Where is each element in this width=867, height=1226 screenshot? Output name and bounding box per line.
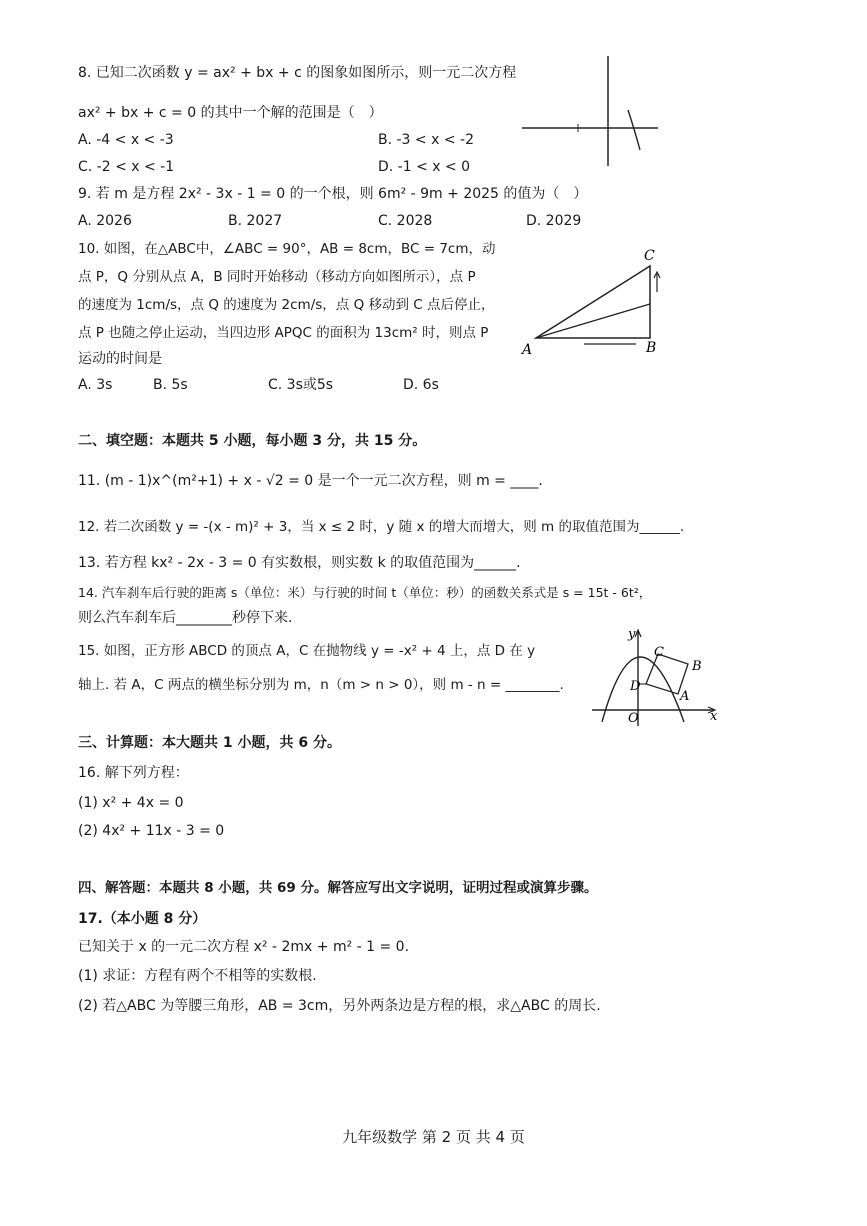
q16-part1: (1) x² + 4x = 0 [78,795,184,811]
q12-text: 12. 若二次函数 y = -(x - m)² + 3，当 x ≤ 2 时，y 随 x 的增大而增大，则 m 的取值范围为______. [78,519,685,535]
q15-square-parabola-figure [588,622,723,730]
q9-stem: 9. 若 m 是方程 2x² - 3x - 1 = 0 的一个根，则 6m² - 9m + 2025 的值为（ ） [78,186,588,202]
q15-label-y: y [628,627,636,642]
section3-heading: 三、计算题：本大题共 1 小题，共 6 分。 [78,735,341,751]
q15-label-c: C [654,645,664,660]
q10-stem-line5: 运动的时间是 [78,351,162,367]
q17-title: 17.（本小题 8 分） [78,911,207,927]
q16-title: 16. 解下列方程： [78,765,189,781]
page-footer: 九年级数学 第 2 页 共 4 页 [342,1128,525,1146]
q14-line2: 则么汽车刹车后________秒停下来. [78,610,293,626]
q10-label-b: B [646,340,657,356]
q8-stem-line1: 8. 已知二次函数 y = ax² + bx + c 的图象如图所示，则一元二次方程 [78,65,517,81]
q11-text: 11. (m - 1)x^(m²+1) + x - √2 = 0 是一个一元二次方程，则 m = ____. [78,473,543,489]
q13-text: 13. 若方程 kx² - 2x - 3 = 0 有实数根，则实数 k 的取值范围为______. [78,555,521,571]
q10-option-b: B. 5s [153,377,188,393]
q8-option-c: C. -2 < x < -1 [78,159,175,175]
q10-label-c: C [644,248,655,264]
q10-option-a: A. 3s [78,377,113,393]
q15-label-o: O [628,711,639,726]
q10-stem-line3: 的速度为 1cm/s，点 Q 的速度为 2cm/s，点 Q 移动到 C 点后停止， [78,297,495,313]
q14-line1: 14. 汽车刹车后行驶的距离 s（单位：米）与行驶的时间 t（单位：秒）的函数关系式是 s = 15t - 6t²， [78,585,652,600]
q8-stem-line2: ax² + bx + c = 0 的其中一个解的范围是（ ） [78,105,383,121]
q15-label-x: x [710,709,718,724]
q16-part2: (2) 4x² + 11x - 3 = 0 [78,823,225,839]
q17-stem: 已知关于 x 的一元二次方程 x² - 2mx + m² - 1 = 0. [78,939,410,955]
q15-label-a: A [680,689,690,704]
q15-label-b: B [692,659,702,674]
section2-heading: 二、填空题：本题共 5 小题，每小题 3 分，共 15 分。 [78,433,427,449]
q9-option-c: C. 2028 [378,213,433,229]
q15-label-d: D [630,679,641,694]
q8-option-d: D. -1 < x < 0 [378,159,471,175]
q8-parabola-figure [520,48,665,173]
q8-option-b: B. -3 < x < -2 [378,132,474,148]
q9-option-d: D. 2029 [526,213,582,229]
q17-part1: (1) 求证：方程有两个不相等的实数根. [78,968,317,984]
q10-triangle-figure [518,244,668,359]
q15-line2: 轴上. 若 A，C 两点的横坐标分别为 m，n（m > n > 0），则 m - n = ________. [78,677,564,693]
q10-option-d: D. 6s [403,377,439,393]
q10-option-c: C. 3s或5s [268,377,334,393]
q10-stem-line4: 点 P 也随之停止运动，当四边形 APQC 的面积为 13cm² 时，则点 P [78,325,489,341]
q10-label-a: A [522,342,533,358]
q10-stem-line2: 点 P，Q 分别从点 A，B 同时开始移动（移动方向如图所示），点 P [78,269,476,285]
section4-heading: 四、解答题：本题共 8 小题，共 69 分。解答应写出文字说明，证明过程或演算步骤。 [78,880,598,896]
q8-option-a: A. -4 < x < -3 [78,132,174,148]
q15-line1: 15. 如图，正方形 ABCD 的顶点 A，C 在抛物线 y = -x² + 4 上，点 D 在 y [78,643,536,659]
q10-stem-line1: 10. 如图，在△ABC中，∠ABC = 90°，AB = 8cm，BC = 7cm，动 [78,241,496,257]
q17-part2: (2) 若△ABC 为等腰三角形，AB = 3cm，另外两条边是方程的根，求△ABC 的周长. [78,998,601,1014]
q9-option-a: A. 2026 [78,213,132,229]
q9-option-b: B. 2027 [228,213,283,229]
